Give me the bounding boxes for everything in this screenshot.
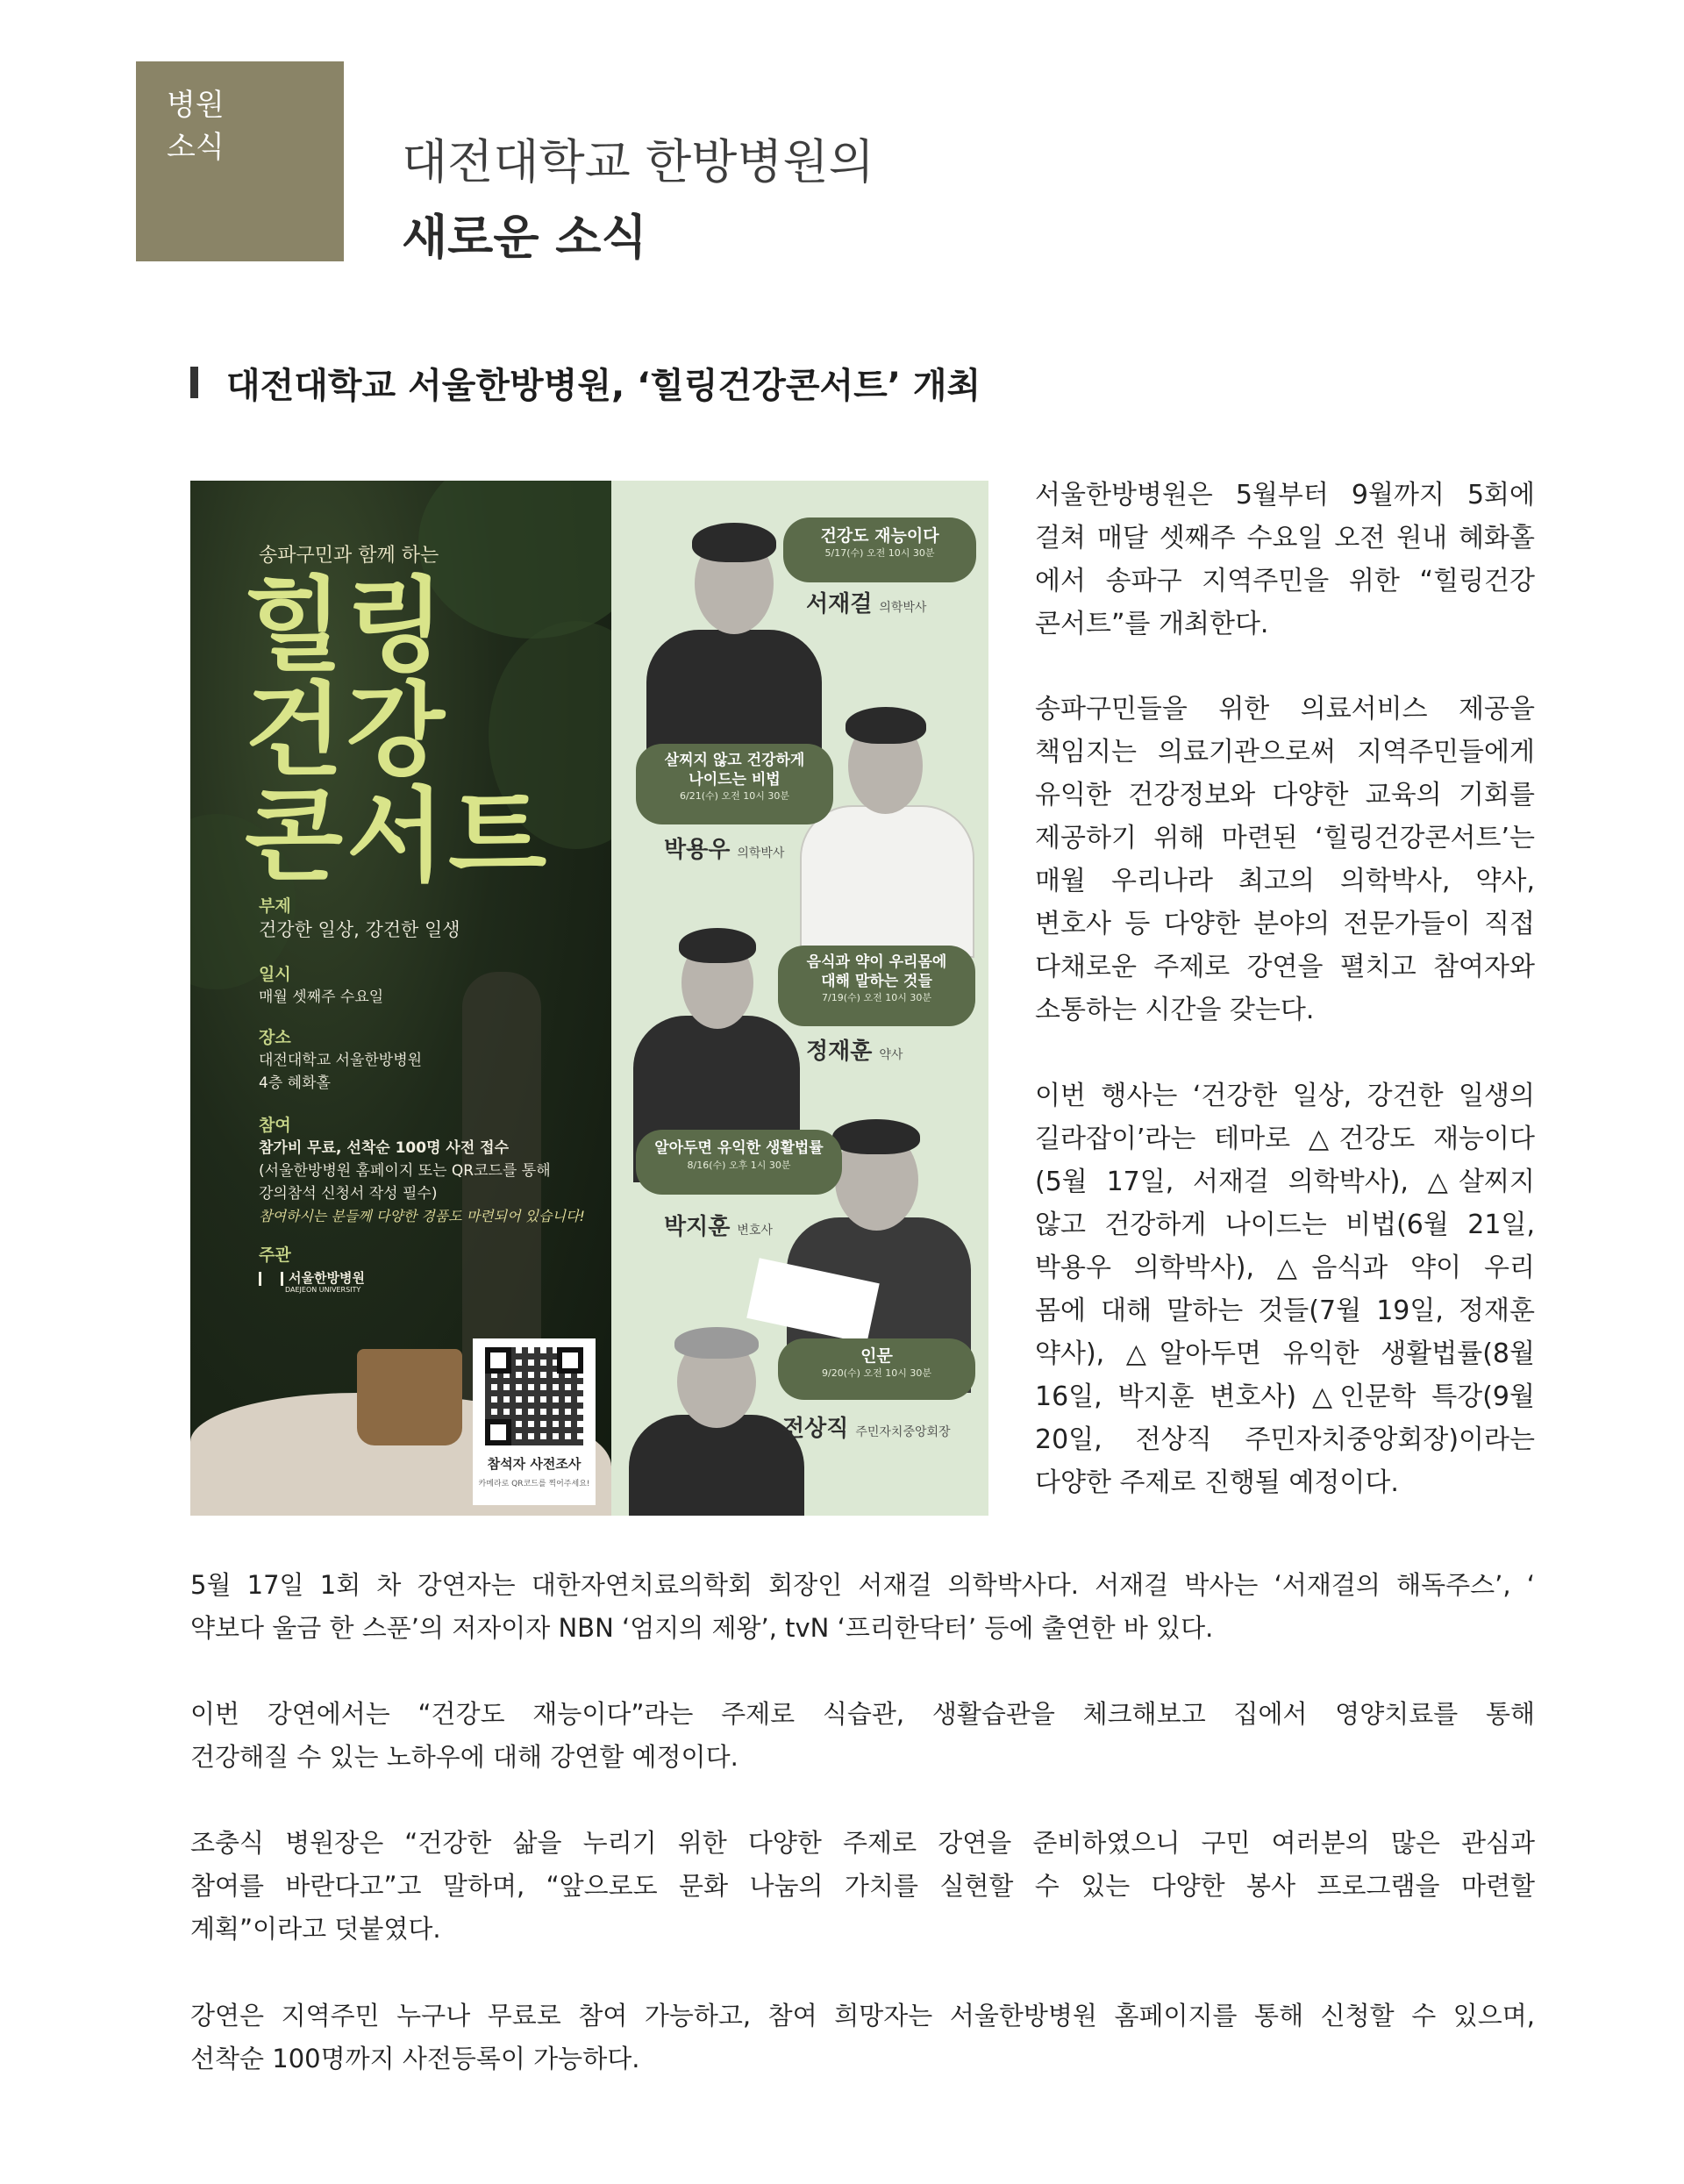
speaker-role: 변호사 xyxy=(737,1224,773,1238)
speaker-role: 약사 xyxy=(879,1048,903,1062)
text-line: 박용우 의학박사), △음식과 약이 우리 xyxy=(1035,1253,1535,1283)
concert-poster xyxy=(190,481,988,1516)
poster-subtitle-label: 부제 xyxy=(259,896,291,916)
badge-line-2: 소식 xyxy=(167,130,225,165)
speaker-date: 9/20(수) 오전 10시 30분 xyxy=(822,1367,931,1379)
qr-finder xyxy=(557,1347,583,1374)
poster-join-note: 참여하시는 분들께 다양한 경품도 마련되어 있습니다! xyxy=(259,1208,585,1224)
text-line: 약사), △알아두면 유익한 생활법률(8월 xyxy=(1035,1338,1535,1369)
poster-title-line-1: 힐링 xyxy=(245,567,449,685)
poster-host xyxy=(259,1268,365,1287)
speaker-hair xyxy=(832,1119,920,1154)
text-line: 다채로운 주제로 강연을 펼치고 참여자와 xyxy=(1035,952,1535,982)
speaker-suit xyxy=(629,1415,804,1516)
speaker-date: 5/17(수) 오전 10시 30분 xyxy=(824,547,935,559)
poster-host-label: 주관 xyxy=(259,1245,291,1265)
body-paragraph xyxy=(190,1822,1535,1951)
text-line: 콘서트”를 개최한다. xyxy=(1035,609,1269,639)
header-line-2: 새로운 소식 xyxy=(402,210,647,265)
article-title: 대전대학교 서울한방병원, ‘힐링건강콘서트’ 개최 xyxy=(226,366,981,406)
speaker-date: 7/19(수) 오전 10시 30분 xyxy=(822,992,931,1003)
side-paragraph xyxy=(1035,688,1535,1031)
speaker-name-row xyxy=(806,1033,903,1066)
text-line: 소통하는 시간을 갖는다. xyxy=(1035,995,1315,1025)
poster-tagline: 송파구민과 함께 하는 xyxy=(259,545,439,567)
text-line: 계획”이라고 덧붙였다. xyxy=(190,1914,441,1944)
poster-host-sub: DAEJEON UNIVERSITY xyxy=(285,1286,361,1294)
badge-line-1: 병원 xyxy=(167,88,225,123)
side-paragraph xyxy=(1035,1074,1535,1504)
speaker-name-row xyxy=(806,586,926,618)
qr-finder xyxy=(485,1347,511,1374)
speaker-pill xyxy=(636,744,833,824)
poster-title-line-2: 건강 xyxy=(245,672,449,790)
text-line: (5월 17일, 서재걸 의학박사), △살찌지 xyxy=(1035,1167,1535,1197)
text-line: 약보다 울금 한 스푼’의 저자이자 NBN ‘엄지의 제왕’, tvN ‘프리한닥터’ 등에 출연한 바 있다. xyxy=(190,1613,1214,1643)
poster-place-line: 4층 혜화홀 xyxy=(259,1074,331,1092)
speaker-topic: 살찌지 않고 건강하게 xyxy=(664,752,805,769)
qr-subcaption: 카메라로 QR코드를 찍어주세요! xyxy=(478,1480,590,1488)
poster-join-line: 참가비 무료, 선착순 100명 사전 접수 xyxy=(259,1139,510,1157)
text-line: 송파구민들을 위한 의료서비스 제공을 xyxy=(1035,694,1535,724)
hospital-logo-icon xyxy=(259,1272,283,1286)
speaker-pill xyxy=(636,1130,842,1195)
text-line: 길라잡이’라는 테마로 △건강도 재능이다 xyxy=(1035,1124,1535,1154)
body-paragraph xyxy=(190,1564,1535,1650)
section-marker xyxy=(190,367,198,398)
text-line: 선착순 100명까지 사전등록이 가능하다. xyxy=(190,2044,640,2073)
poster-speaker-panel xyxy=(611,481,988,1516)
speaker-topic: 나이드는 비법 xyxy=(689,771,781,789)
poster-title-line-3: 콘서트 xyxy=(245,777,551,896)
speaker-role: 주민자치중앙회장 xyxy=(855,1425,951,1439)
speaker-name: 서재걸 xyxy=(806,591,873,617)
text-line: 책임지는 의료기관으로써 지역주민들에게 xyxy=(1035,737,1535,767)
speaker-name-row xyxy=(782,1410,951,1443)
text-line: 20일, 전상직 주민자치중앙회장)이라는 xyxy=(1035,1424,1535,1455)
poster-forest-background xyxy=(190,481,611,1516)
text-line: 변호사 등 다양한 분야의 전문가들이 직접 xyxy=(1035,909,1535,939)
qr-code-box xyxy=(473,1338,596,1505)
speaker-hair xyxy=(846,707,926,744)
poster-subtitle: 건강한 일상, 강건한 일생 xyxy=(259,919,460,940)
speaker-name: 박용우 xyxy=(664,837,731,863)
poster-host-name: 서울한방병원 xyxy=(289,1270,365,1286)
text-line: 참여를 바란다고”고 말하며, “앞으로도 문화 나눔의 가치를 실현할 수 있는 다양한 봉사 프로그램을 마련할 xyxy=(190,1871,1535,1901)
section-badge xyxy=(136,61,344,261)
speaker-name: 전상직 xyxy=(782,1416,849,1442)
poster-join-line: (서울한방병원 홈페이지 또는 QR코드를 통해 xyxy=(259,1162,551,1180)
text-line: 유익한 건강정보와 다양한 교육의 기회를 xyxy=(1035,780,1535,810)
body-paragraph xyxy=(190,1995,1535,2081)
speaker-topic: 대해 말하는 것들 xyxy=(821,973,932,990)
side-paragraph xyxy=(1035,474,1535,646)
text-line: 매월 우리나라 최고의 의학박사, 약사, xyxy=(1035,866,1535,896)
speaker-pill xyxy=(783,517,976,582)
text-line: 16일, 박지훈 변호사) △인문학 특강(9월 xyxy=(1035,1381,1535,1412)
qr-finder xyxy=(485,1419,511,1445)
speaker-name: 정재훈 xyxy=(806,1038,873,1065)
speaker-topic: 건강도 재능이다 xyxy=(820,526,939,546)
header-line-1: 대전대학교 한방병원의 xyxy=(402,134,874,189)
poster-date-label: 일시 xyxy=(259,965,291,984)
text-line: 몸에 대해 말하는 것들(7월 19일, 정재훈 xyxy=(1035,1295,1535,1326)
speaker-suit xyxy=(800,805,974,958)
speaker-hair xyxy=(679,928,756,963)
speaker-pill xyxy=(778,1338,975,1400)
text-line: 에서 송파구 지역주민을 위한 “힐링건강 xyxy=(1035,566,1535,596)
text-line: 다양한 주제로 진행될 예정이다. xyxy=(1035,1467,1399,1498)
speaker-pill xyxy=(778,946,975,1026)
speaker-role: 의학박사 xyxy=(737,846,785,860)
speaker-topic: 알아두면 유익한 생활법률 xyxy=(654,1139,824,1157)
speaker-name-row xyxy=(664,831,784,864)
text-line: 제공하기 위해 마련된 ‘힐링건강콘서트’는 xyxy=(1035,823,1535,853)
text-line: 서울한방병원은 5월부터 9월까지 5회에 xyxy=(1035,480,1535,510)
speaker-hair xyxy=(674,1327,759,1359)
speaker-topic: 음식과 약이 우리몸에 xyxy=(806,953,947,971)
poster-join-line: 강의참석 신청서 작성 필수) xyxy=(259,1185,438,1203)
poster-place-line: 대전대학교 서울한방병원 xyxy=(259,1052,423,1069)
speaker-topic: 인문 xyxy=(860,1346,893,1366)
speaker-name-row xyxy=(664,1209,773,1241)
text-line: 건강해질 수 있는 노하우에 대해 강연할 예정이다. xyxy=(190,1742,739,1772)
text-line: 조충식 병원장은 “건강한 삶을 누리기 위한 다양한 주제로 강연을 준비하였으니 구민 여러분의 많은 관심과 xyxy=(190,1828,1535,1858)
text-line: 이번 행사는 ‘건강한 일상, 강건한 일생의 xyxy=(1035,1081,1535,1111)
text-line: 않고 건강하게 나이드는 비법(6월 21일, xyxy=(1035,1210,1535,1240)
speaker-date: 8/16(수) 오후 1시 30분 xyxy=(687,1160,791,1171)
poster-place-label: 장소 xyxy=(259,1028,291,1047)
text-line: 강연은 지역주민 누구나 무료로 참여 가능하고, 참여 희망자는 서울한방병원 홈페이지를 통해 신청할 수 있으며, xyxy=(190,2001,1535,2031)
text-line: 5월 17일 1회 차 강연자는 대한자연치료의학회 회장인 서재걸 의학박사다. 서재걸 박사는 ‘서재걸의 해독주스’, ‘ xyxy=(190,1570,1535,1600)
poster-date: 매월 셋째주 수요일 xyxy=(259,989,384,1006)
speaker-role: 의학박사 xyxy=(879,601,927,615)
text-line: 이번 강연에서는 “건강도 재능이다”라는 주제로 식습관, 생활습관을 체크해보고 집에서 영양치료를 통해 xyxy=(190,1699,1535,1729)
speaker-date: 6/21(수) 오전 10시 30분 xyxy=(680,790,789,802)
poster-join-label: 참여 xyxy=(259,1116,291,1135)
body-paragraph xyxy=(190,1693,1535,1779)
speaker-name: 박지훈 xyxy=(664,1214,731,1240)
qr-caption: 참석자 사전조사 xyxy=(487,1456,582,1472)
text-line: 걸쳐 매달 셋째주 수요일 오전 원내 혜화홀 xyxy=(1035,523,1535,553)
picnic-basket xyxy=(357,1349,462,1445)
speaker-hair xyxy=(692,523,776,562)
